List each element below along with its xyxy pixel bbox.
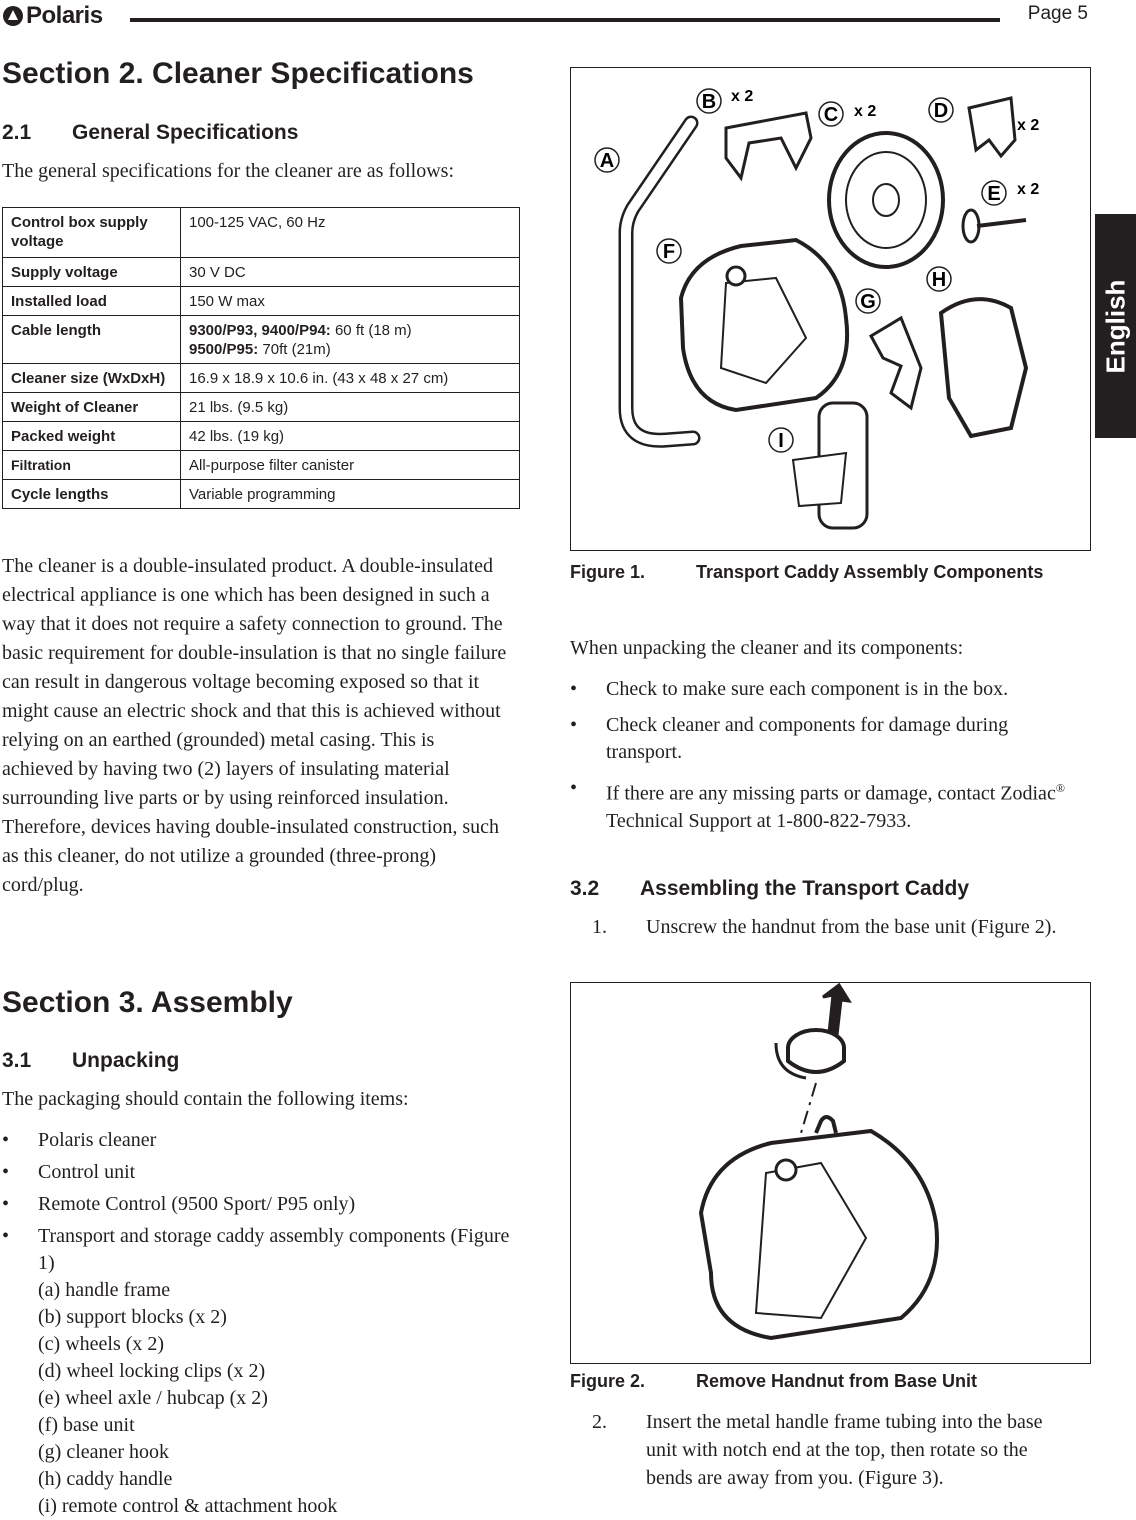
label-B: B (701, 91, 717, 113)
base-unit-drawing (681, 240, 847, 410)
label-D: D (933, 100, 949, 122)
figure-caption-text: Transport Caddy Assembly Components (696, 562, 1044, 582)
language-tab-label: English (1100, 279, 1130, 373)
figure-1-caption (570, 562, 1043, 583)
label-F: F (662, 241, 676, 263)
spec-value: 30 V DC (181, 258, 520, 287)
unpack-list (570, 676, 1080, 835)
spec-value: All-purpose filter canister (181, 451, 520, 480)
packaging-list (2, 1127, 512, 1520)
sub-list-item: (c) wheels (x 2) (38, 1333, 165, 1355)
unpack-intro: When unpacking the cleaner and its components: (570, 637, 964, 659)
language-tab (1095, 214, 1136, 438)
spec-value: 100-125 VAC, 60 Hz (181, 208, 520, 258)
section-number: 3.1 (2, 1049, 32, 1072)
brand-name: Polaris (26, 2, 103, 29)
section-number: 3.2 (570, 877, 600, 900)
insulation-paragraph: The cleaner is a double-insulated product. A double-insulated electrical appliance is one which has been designed in such a way that it does not require a safety connection to ground. The basic requirement for double-insulation is that no single failure can result in dangerous voltage becoming exposed so that it might cause an electric shock and that this is achieved without relying on an earthed (grounded) metal casing. This is achieved by having two (2) layers of insulating material surrounding live parts or by using reinforced insulation. Therefore, devices having double-insulated construction, such as this cleaner, do not utilize a grounded (three-prong) cord/plug. (2, 555, 507, 896)
remove-handnut-drawing (571, 983, 1090, 1363)
registered-mark: ® (1055, 781, 1065, 795)
sub-list-item: (i) remote control & attachment hook (38, 1495, 338, 1517)
steps-list-1 (570, 913, 1060, 941)
label-C: C (823, 104, 839, 126)
spec-intro: The general specifications for the cleaner are as follows: (2, 160, 455, 182)
label-G: G (860, 291, 876, 313)
list-item (570, 775, 1080, 835)
list-item: • Check cleaner and components for damage during transport. (570, 712, 1080, 766)
spec-value: 16.9 x 18.9 x 10.6 in. (43 x 48 x 27 cm) (181, 364, 520, 393)
qty-label: x 2 (1017, 117, 1040, 134)
cable-model-1: 9300/P93, 9400/P94: (189, 322, 331, 339)
figure-1 (570, 67, 1091, 551)
list-item: • Check to make sure each component is in the box. (570, 676, 1080, 703)
table-row (3, 316, 520, 364)
table-row (3, 422, 520, 451)
figure-2 (570, 982, 1091, 1364)
list-item: • Remote Control (9500 Sport/ P95 only) (2, 1191, 512, 1218)
figure-2-caption (570, 1371, 977, 1392)
table-row (3, 208, 520, 258)
figure-caption-text: Remove Handnut from Base Unit (696, 1371, 978, 1391)
list-item: • Transport and storage caddy assembly components (Figure 1) (2, 1223, 512, 1277)
cleaner-hook-drawing (871, 318, 921, 408)
label-H: H (931, 269, 947, 291)
label-E: E (987, 183, 1001, 205)
remote-control-drawing (793, 403, 867, 528)
up-arrow-icon (823, 985, 849, 1035)
table-row (3, 393, 520, 422)
support-phone-text: Technical Support at 1-800-822-7933. (606, 809, 912, 832)
section-3-1-heading (2, 1049, 179, 1073)
sub-list-item: (h) caddy handle (38, 1468, 173, 1490)
spec-label: Packed weight (3, 422, 181, 451)
cable-length-2: 70ft (21m) (258, 341, 331, 358)
wheel-clip-drawing (969, 98, 1015, 156)
list-item: • Polaris cleaner (2, 1127, 512, 1154)
support-block-drawing (726, 113, 811, 178)
qty-label: x 2 (731, 88, 754, 105)
list-item: • Control unit (2, 1159, 512, 1186)
section-2-title: Section 2. Cleaner Specifications (2, 57, 474, 90)
spec-label: Control box supply voltage (3, 208, 181, 258)
spec-value: 21 lbs. (9.5 kg) (181, 393, 520, 422)
label-I: I (778, 430, 784, 452)
spec-value: 150 W max (181, 287, 520, 316)
table-row (3, 451, 520, 480)
steps-list-2 (570, 1408, 1060, 1492)
polaris-logo (2, 2, 103, 30)
spec-label: Filtration (3, 451, 181, 480)
transport-caddy-components-drawing (571, 68, 1090, 550)
section-2-1-heading (2, 121, 298, 145)
sub-list-item: (a) handle frame (38, 1279, 171, 1301)
spec-table (2, 207, 520, 509)
label-A: A (599, 150, 615, 172)
spec-label: Installed load (3, 287, 181, 316)
spec-value: 42 lbs. (19 kg) (181, 422, 520, 451)
step-number: 1. (592, 916, 607, 938)
step-text: Unscrew the handnut from the base unit (Figure 2). (646, 916, 1057, 938)
section-3-2-heading (570, 877, 969, 901)
table-row (3, 287, 520, 316)
qty-label: x 2 (854, 103, 877, 120)
step-item (570, 1408, 1060, 1492)
spec-value (181, 316, 520, 364)
cable-model-2: 9500/P95: (189, 341, 259, 358)
handnut-drawing (776, 1030, 844, 1078)
packaging-intro: The packaging should contain the following items: (2, 1088, 409, 1110)
page-number: Page 5 (1027, 3, 1088, 24)
sub-list-item: (e) wheel axle / hubcap (x 2) (38, 1387, 268, 1409)
base-unit-drawing (701, 1117, 937, 1338)
spec-label: Supply voltage (3, 258, 181, 287)
section-title: Assembling the Transport Caddy (640, 877, 970, 900)
sub-list-item: (f) base unit (38, 1414, 135, 1436)
figure-number: Figure 2. (570, 1371, 646, 1391)
polaris-logo-icon (2, 5, 24, 27)
step-number: 2. (592, 1411, 607, 1433)
table-row (3, 258, 520, 287)
section-3-title: Section 3. Assembly (2, 986, 293, 1019)
cable-length-1: 60 ft (18 m) (330, 322, 412, 339)
section-number: 2.1 (2, 121, 32, 144)
spec-label: Cleaner size (WxDxH) (3, 364, 181, 393)
table-row (3, 364, 520, 393)
spec-label: Cycle lengths (3, 480, 181, 509)
wheel-drawing (829, 133, 943, 267)
qty-label: x 2 (1017, 181, 1040, 198)
caddy-handle-drawing (941, 299, 1026, 436)
sub-list-item: (b) support blocks (x 2) (38, 1306, 227, 1328)
table-row (3, 480, 520, 509)
header-rule (130, 18, 1000, 22)
section-title: General Specifications (72, 121, 299, 144)
spec-value: Variable programming (181, 480, 520, 509)
support-text: If there are any missing parts or damage, contact Zodiac (606, 782, 1056, 805)
sub-list-item: (g) cleaner hook (38, 1441, 170, 1463)
figure-number: Figure 1. (570, 562, 646, 582)
spec-label: Cable length (3, 316, 181, 364)
sub-list-item: (d) wheel locking clips (x 2) (38, 1360, 266, 1382)
step-item (570, 913, 1060, 941)
spec-label: Weight of Cleaner (3, 393, 181, 422)
step-text: Insert the metal handle frame tubing into the base unit with notch end at the top, then rotate so the bends are away from you. (Figure 3). (646, 1411, 1043, 1489)
section-title: Unpacking (72, 1049, 180, 1072)
axle-drawing (963, 210, 1026, 242)
